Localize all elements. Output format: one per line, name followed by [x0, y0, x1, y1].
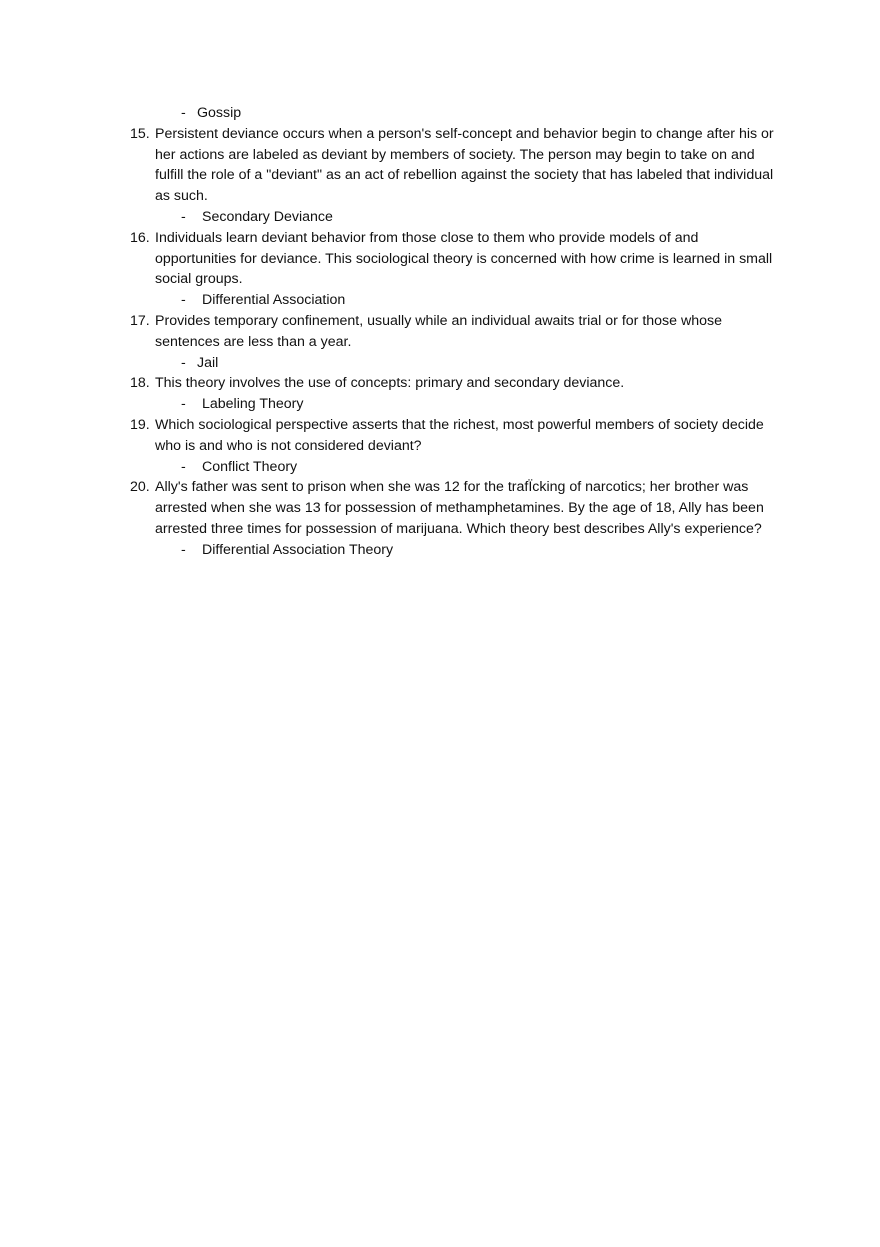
question-text: Which sociological perspective asserts that the richest, most powerful members of society decide who is and who is not considered deviant?: [155, 416, 764, 454]
dash-marker: -: [181, 354, 186, 371]
dash-marker: -: [181, 208, 186, 225]
answer-line-20: [130, 540, 780, 561]
question-number: 15.: [130, 125, 150, 142]
dash-marker: -: [181, 292, 186, 309]
answer-text: Secondary Deviance: [202, 208, 333, 225]
question-18: [130, 373, 780, 394]
answer-line-19: [130, 457, 780, 478]
answer-line-15: [130, 207, 780, 228]
dash-marker: -: [181, 105, 186, 121]
question-text: Ally's father was sent to prison when she was 12 for the trafÏcking of narcotics; her brother was arrested when she was 13 for possession of methamphetamines. By the age of 18, Ally has been arrested three times for possession of marijuana. Which theory best describes Ally's experience?: [155, 479, 764, 537]
question-number: 18.: [130, 375, 150, 392]
question-number: 20.: [130, 479, 150, 496]
answer-text: Differential Association Theory: [202, 541, 394, 558]
document-content: [130, 103, 780, 561]
answer-text: Gossip: [197, 105, 242, 121]
answer-text: Differential Association: [202, 292, 346, 309]
dash-marker: -: [181, 396, 186, 413]
question-number: 16.: [130, 229, 150, 246]
dash-marker: -: [181, 541, 186, 558]
question-text: Provides temporary confinement, usually while an individual awaits trial or for those whose sentences are less than a year.: [155, 312, 722, 350]
answer-line-17: [130, 353, 780, 374]
question-19: [130, 415, 780, 457]
answer-text: Conflict Theory: [202, 458, 298, 475]
question-number: 19.: [130, 416, 150, 433]
dash-marker: -: [181, 458, 186, 475]
question-text: This theory involves the use of concepts: primary and secondary deviance.: [155, 375, 625, 392]
answer-text: Labeling Theory: [202, 396, 304, 413]
answer-line-16: [130, 290, 780, 311]
question-number: 17.: [130, 312, 150, 329]
question-20: [130, 477, 780, 539]
question-text: Persistent deviance occurs when a person's self-concept and behavior begin to change after his or her actions are labeled as deviant by members of society. The person may begin to take on and fulfill the role of a "deviant" as an act of rebellion against the society that has labeled that individual as such.: [155, 125, 774, 205]
question-text: Individuals learn deviant behavior from those close to them who provide models of and opportunities for deviance. This sociological theory is concerned with how crime is learned in small social groups.: [155, 229, 773, 288]
answer-line-18: [130, 394, 780, 415]
answer-text: Jail: [197, 354, 219, 371]
question-15: [130, 124, 780, 207]
question-17: [130, 311, 780, 353]
question-16: [130, 228, 780, 290]
answer-line-gossip: [130, 103, 780, 124]
